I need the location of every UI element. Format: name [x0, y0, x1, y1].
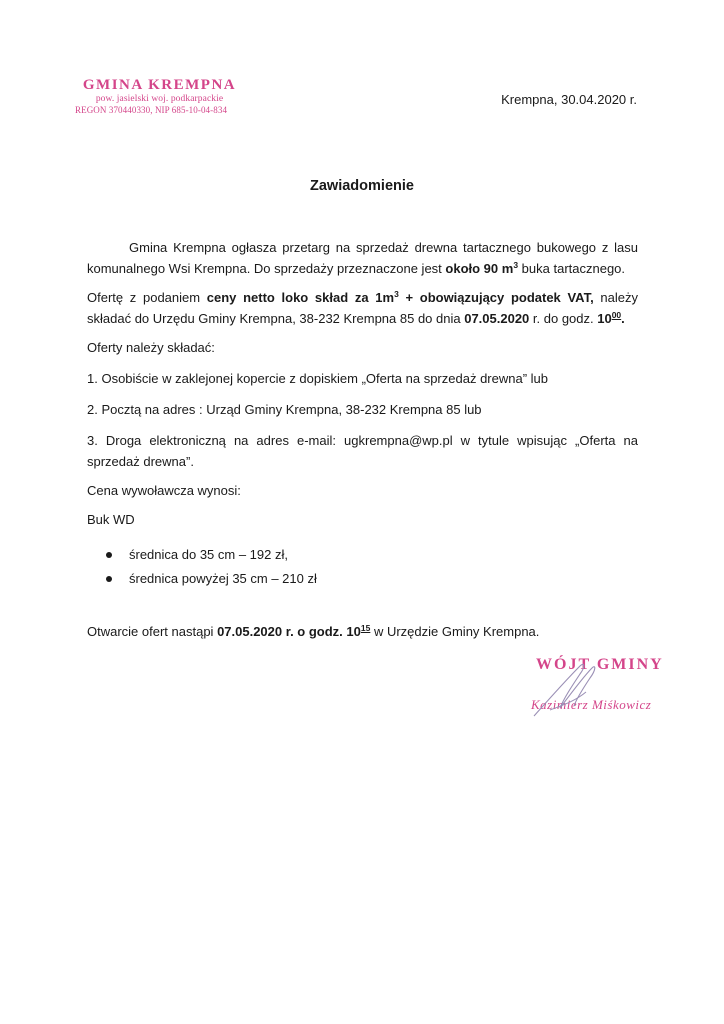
document-title: Zawiadomienie	[310, 178, 414, 194]
price-text: średnica do 35 cm – 192 zł,	[129, 547, 288, 562]
superscript: 00	[611, 310, 622, 320]
text-run: należy składać do Urzędu Gminy Krempna, 38-232 Krempna 85 do dnia	[87, 290, 638, 326]
paragraph-price-intro: Cena wywoławcza wynosi:	[87, 483, 241, 498]
text-run: buka tartacznego.	[518, 261, 626, 276]
species-label: Buk WD	[87, 512, 135, 527]
list-item: 3. Droga elektroniczną na adres e-mail: ugkrempna@wp.pl w tytule wpisując „Oferta na sprzedaż drewna”.	[87, 433, 638, 469]
superscript: 3	[394, 289, 399, 299]
price-list	[87, 543, 638, 591]
bold-run: 10	[597, 311, 612, 326]
bullet-icon	[106, 576, 112, 582]
text-run: Ofertę z podaniem	[87, 290, 207, 305]
document-date: Krempna, 30.04.2020 r.	[501, 92, 637, 107]
superscript: 3	[513, 260, 519, 270]
bold-run: 07.05.2020	[464, 311, 530, 326]
price-text: średnica powyżej 35 cm – 210 zł	[129, 571, 317, 586]
superscript: 15	[360, 623, 371, 633]
paragraph-offer	[87, 287, 638, 329]
bold-run: .	[621, 311, 625, 326]
text-run: r. do godz.	[529, 311, 598, 326]
document-body	[87, 237, 638, 591]
signature-title: WÓJT GMINY	[536, 656, 664, 673]
text-run: Gmina Krempna ogłasza przetarg na sprzedaż drewna tartacznego bukowego z lasu komunalnego Wsi Krempna. Do sprzedaży przeznaczone jest	[87, 240, 638, 276]
list-item	[87, 567, 638, 591]
stamp-name: GMINA KREMPNA	[82, 77, 237, 93]
signature-stamp	[520, 648, 690, 728]
bullet-icon	[106, 552, 112, 558]
text-run: Otwarcie ofert nastąpi	[87, 624, 218, 639]
list-item	[87, 543, 638, 567]
bold-run: około 90 m	[445, 261, 514, 276]
paragraph-announcement	[87, 237, 638, 279]
handwritten-signature-icon	[520, 648, 690, 728]
text-run: w Urzędzie Gminy Krempna.	[370, 624, 540, 639]
paragraph-opening	[87, 621, 539, 642]
stamp-region: pow. jasielski woj. podkarpackie	[95, 94, 224, 104]
paragraph-how-to-submit: Oferty należy składać:	[87, 340, 215, 355]
list-item: 1. Osobiście w zaklejonej kopercie z dopiskiem „Oferta na sprzedaż drewna” lub	[87, 371, 548, 386]
signature-name: Kazimierz Miśkowicz	[531, 697, 652, 712]
stamp-regon: REGON 370440330, NIP 685-10-04-834	[75, 105, 228, 115]
municipality-stamp	[72, 77, 247, 116]
bold-run: + obowiązujący podatek VAT,	[398, 290, 594, 305]
bold-run: 07.05.2020 r. o godz. 10	[217, 624, 361, 639]
list-item: 2. Pocztą na adres : Urząd Gminy Krempna, 38-232 Krempna 85 lub	[87, 402, 482, 417]
bold-run: ceny netto loko skład za 1m	[206, 290, 395, 305]
